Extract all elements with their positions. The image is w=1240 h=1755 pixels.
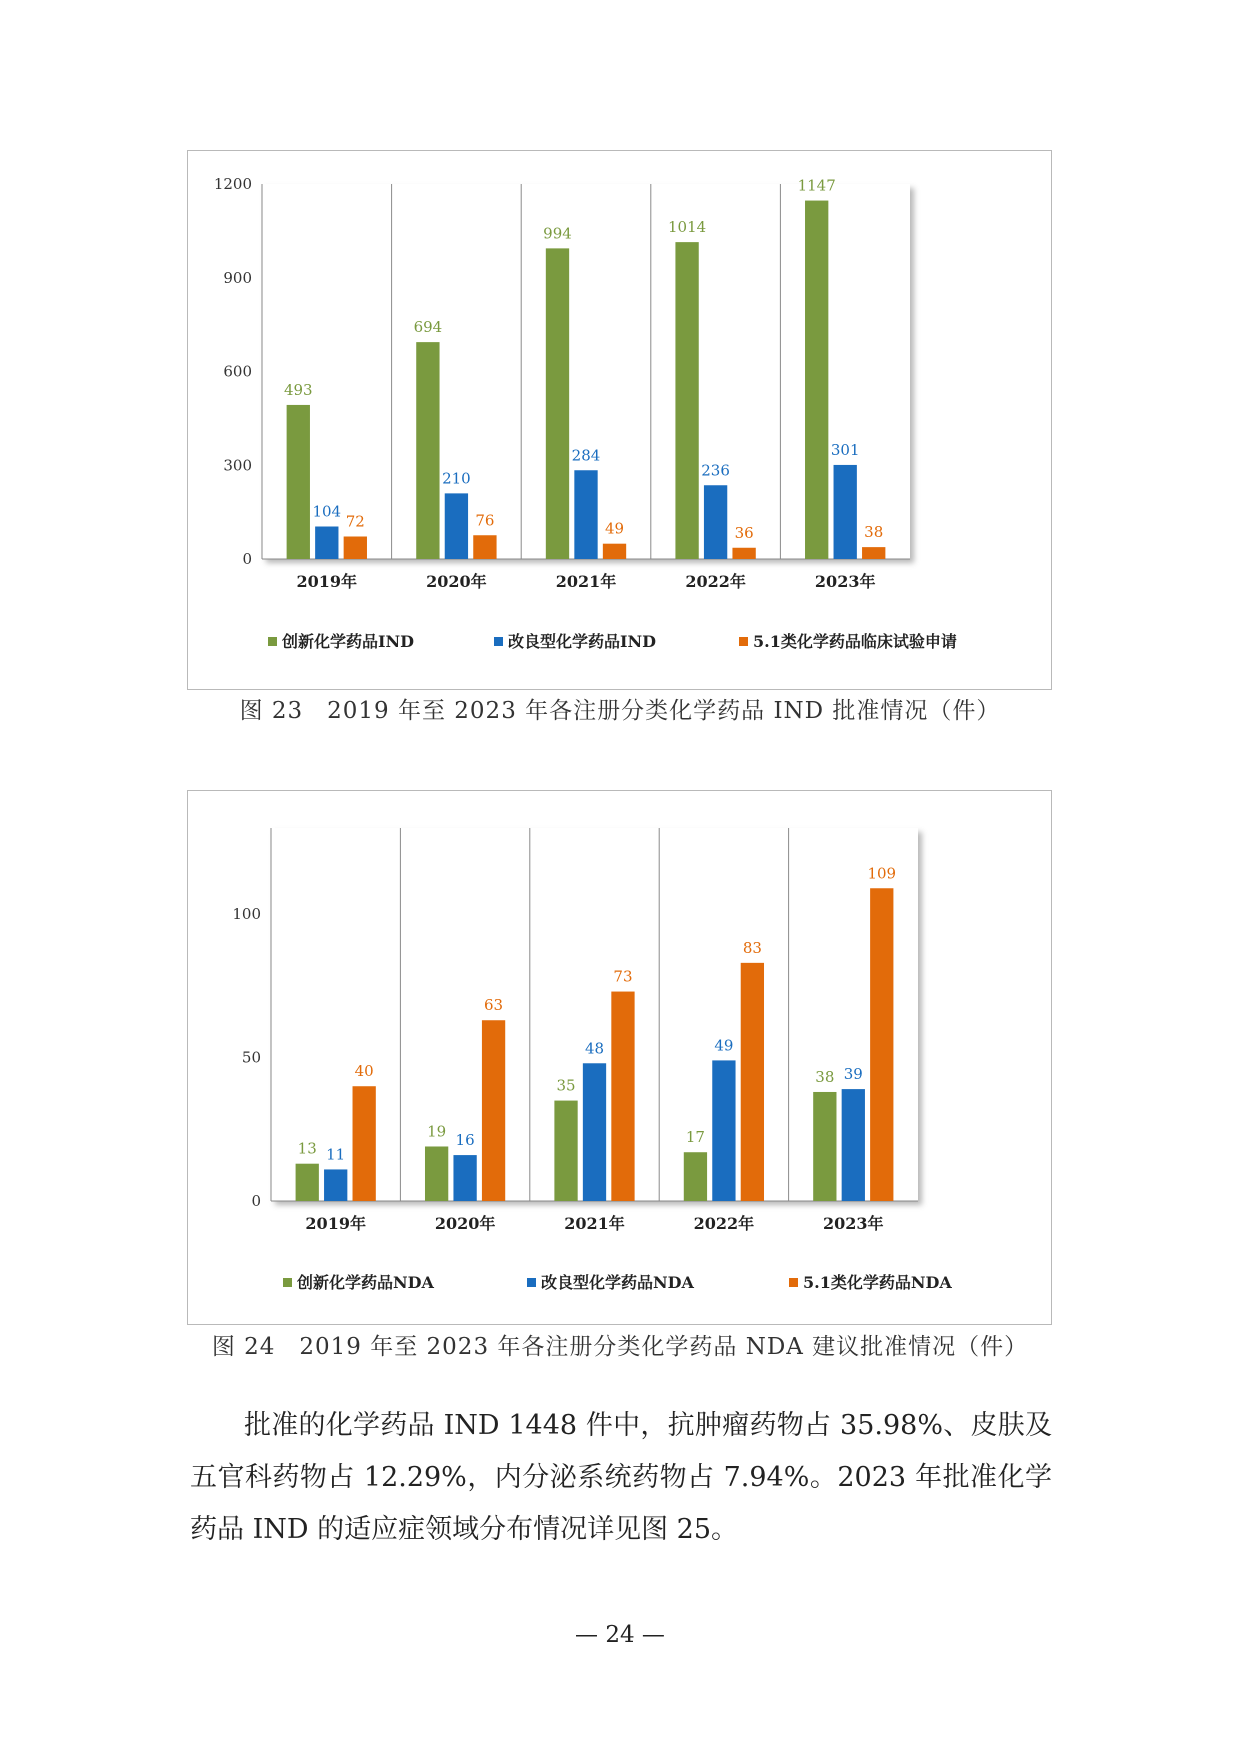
bar [712,1060,735,1201]
data-label: 36 [734,523,754,542]
data-label: 40 [354,1062,374,1081]
data-label: 1147 [797,176,836,195]
figure-24-caption: 图 24 2019 年至 2023 年各注册分类化学药品 NDA 建议批准情况（件） [211,1334,1029,1360]
x-tick-label: 2022年 [685,572,746,591]
bar [805,201,828,559]
y-tick-label: 300 [223,456,252,475]
bar [546,248,569,559]
x-tick-label: 2021年 [564,1214,625,1233]
bar [315,527,338,560]
bar [324,1169,347,1201]
data-label: 48 [584,1039,605,1058]
bar [842,1089,865,1201]
y-tick-label: 600 [223,362,252,381]
y-tick-label: 50 [241,1048,261,1067]
data-label: 38 [815,1067,835,1086]
data-label: 284 [571,446,601,465]
bar [574,470,597,559]
data-label: 11 [326,1145,346,1164]
bar [684,1152,707,1201]
x-tick-label: 2019年 [305,1214,366,1233]
bar [862,547,885,559]
legend-swatch [789,1278,798,1287]
data-label: 301 [830,440,860,459]
bar [287,405,310,559]
legend-label: 5.1类化学药品临床试验申请 [753,632,957,651]
data-label: 13 [297,1139,317,1158]
y-tick-label: 900 [223,268,252,287]
data-label: 104 [312,502,342,521]
bar [741,963,764,1201]
legend-label: 改良型化学药品NDA [541,1273,694,1292]
page-number: — 24 — [575,1622,665,1648]
y-tick-label: 100 [232,905,261,924]
bar [353,1086,376,1201]
legend-label: 5.1类化学药品NDA [803,1273,952,1292]
bar [554,1101,577,1201]
data-label: 694 [413,318,443,337]
bar [583,1063,606,1201]
bar [453,1155,476,1201]
data-label: 210 [442,469,471,488]
x-tick-label: 2020年 [426,572,487,591]
data-label: 63 [484,996,504,1015]
figure-23-caption: 图 23 2019 年至 2023 年各注册分类化学药品 IND 批准情况（件） [239,698,1001,724]
legend-swatch [283,1278,292,1287]
y-tick-label: 0 [242,550,252,568]
data-label: 76 [475,511,495,530]
data-label: 38 [864,523,884,542]
chart-nda-approvals [187,790,1052,1325]
data-label: 19 [427,1122,447,1141]
legend-swatch [527,1278,536,1287]
legend-label: 改良型化学药品IND [508,632,656,651]
bar [425,1146,448,1201]
bar [813,1092,836,1201]
bar [482,1020,505,1201]
data-label: 17 [685,1128,705,1147]
x-tick-label: 2019年 [296,572,358,591]
data-label: 1014 [667,218,707,237]
bar [296,1164,319,1201]
bar [603,544,626,559]
x-tick-label: 2023年 [823,1214,884,1233]
bar [704,485,727,559]
data-label: 994 [543,224,572,243]
bar [416,342,439,559]
data-label: 72 [345,512,365,531]
data-label: 49 [604,519,625,538]
data-label: 83 [742,938,762,957]
legend-swatch [494,637,503,646]
x-tick-label: 2022年 [693,1214,755,1233]
legend-label: 创新化学药品NDA [297,1273,434,1292]
chart-nda-svg [188,791,1051,1324]
body-paragraph: 批准的化学药品 IND 1448 件中，抗肿瘤药物占 35.98%、皮肤及五官科药物占 12.29%，内分泌系统药物占 7.94%。2023 年批准化学药品 IND 的适应症领域分布情况详见图 25。 [190,1410,1052,1545]
data-label: 236 [701,461,730,480]
x-tick-label: 2023年 [814,572,876,591]
chart-ind-approvals [187,150,1052,690]
bar [611,992,634,1201]
bar [445,493,468,559]
y-tick-label: 0 [251,1192,261,1210]
data-label: 493 [283,380,313,399]
bar [870,888,893,1201]
legend-swatch [739,637,748,646]
data-label: 16 [455,1131,475,1150]
x-tick-label: 2021年 [555,572,617,591]
data-label: 73 [613,967,633,986]
x-tick-label: 2020年 [434,1214,496,1233]
bar [473,535,496,559]
data-label: 49 [714,1036,734,1055]
bar [834,465,857,559]
data-label: 35 [556,1076,576,1095]
y-tick-label: 1200 [213,175,252,193]
bar [732,548,755,559]
data-label: 39 [843,1065,863,1084]
bar [675,242,698,559]
data-label: 109 [867,864,897,883]
bar [344,537,367,560]
legend-swatch [268,637,277,646]
chart-ind-svg [188,151,1051,689]
legend-label: 创新化学药品IND [282,632,414,651]
